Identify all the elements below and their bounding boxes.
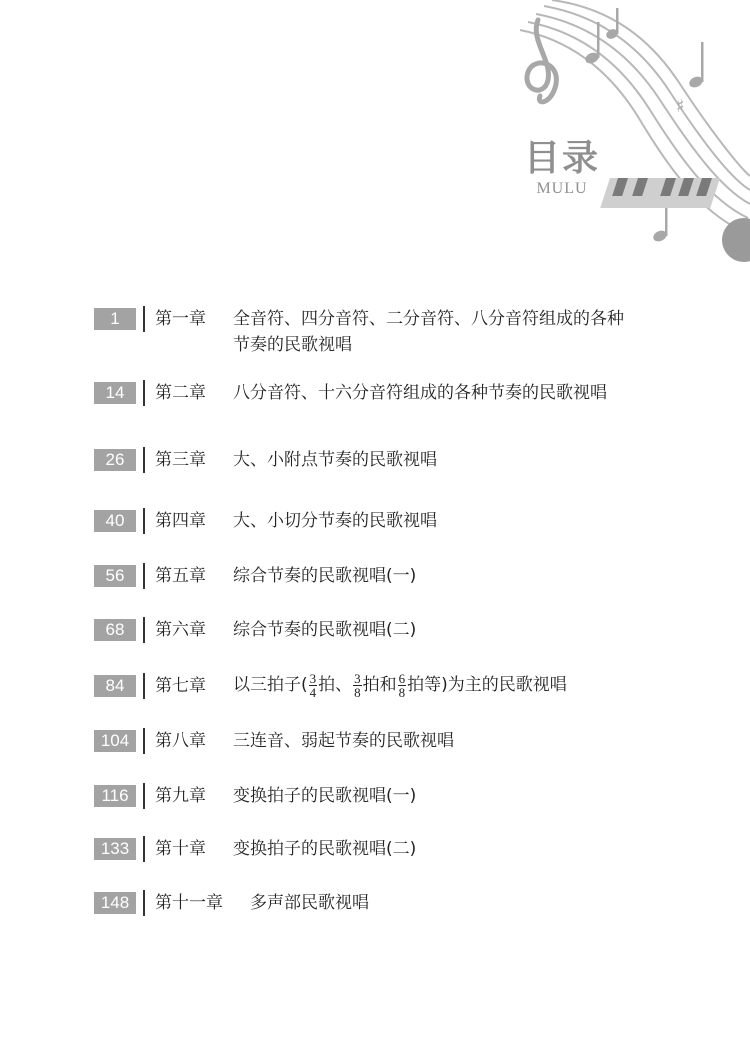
chapter-title: 全音符、四分音符、二分音符、八分音符组成的各种 [233,309,624,329]
divider [143,508,145,534]
divider [143,783,145,809]
time-signature-fraction [398,672,407,699]
page-number-badge: 84 [94,675,136,697]
page-number-badge: 1 [94,308,136,330]
title-text: 拍、 [318,675,353,695]
chapter-number: 第二章 [155,383,206,403]
title-text: 以三拍子( [233,675,308,695]
time-signature-fraction [353,672,362,699]
chapter-number: 第十一章 [155,893,223,913]
page-number-badge: 133 [94,838,136,860]
page-title: 目录 [523,137,600,179]
divider [143,617,145,643]
page-number-badge: 148 [94,892,136,914]
page-title-pinyin: MULU [536,180,588,197]
page-number-badge: 40 [94,510,136,532]
chapter-title: 大、小切分节奏的民歌视唱 [233,511,437,531]
chapter-title: 多声部民歌视唱 [250,893,369,913]
svg-text:♯: ♯ [676,96,685,117]
time-signature-fraction [309,672,318,699]
chapter-number: 第九章 [155,786,206,806]
page-number-badge: 68 [94,619,136,641]
title-text: 拍等)为主的民歌视唱 [407,675,567,695]
divider [143,836,145,862]
divider [143,890,145,916]
chapter-title-continued: 节奏的民歌视唱 [233,335,352,355]
chapter-title [233,668,567,702]
chapter-number: 第一章 [155,309,206,329]
chapter-title: 大、小附点节奏的民歌视唱 [233,450,437,470]
chapter-title: 变换拍子的民歌视唱(一) [233,786,417,806]
page-title-block [512,138,612,198]
fraction-denominator: 4 [309,684,317,700]
chapter-number: 第六章 [155,620,206,640]
page-number-badge: 26 [94,449,136,471]
chapter-number: 第七章 [155,676,206,696]
chapter-number: 第八章 [155,731,206,751]
page-number-badge: 56 [94,565,136,587]
page-number-badge: 116 [94,785,136,807]
divider [143,563,145,589]
chapter-title: 综合节奏的民歌视唱(二) [233,620,417,640]
fraction-denominator: 8 [354,684,361,700]
fraction-numerator: 3 [309,670,317,686]
chapter-title: 三连音、弱起节奏的民歌视唱 [233,731,454,751]
page-number-badge: 14 [94,382,136,404]
chapter-title: 变换拍子的民歌视唱(二) [233,839,417,859]
fraction-denominator: 8 [398,684,406,700]
chapter-title: 八分音符、十六分音符组成的各种节奏的民歌视唱 [233,383,607,403]
page-number-badge: 104 [94,730,136,752]
divider [143,673,145,699]
title-text: 拍和 [362,675,397,695]
divider [143,728,145,754]
divider [143,306,145,332]
divider [143,380,145,406]
fraction-numerator: 3 [354,670,361,686]
fraction-numerator: 6 [398,670,406,686]
divider [143,447,145,473]
chapter-number: 第十章 [155,839,206,859]
chapter-number: 第三章 [155,450,206,470]
chapter-title: 综合节奏的民歌视唱(一) [233,566,417,586]
chapter-number: 第四章 [155,511,206,531]
chapter-number: 第五章 [155,566,206,586]
music-staff-decoration-icon [500,0,750,270]
